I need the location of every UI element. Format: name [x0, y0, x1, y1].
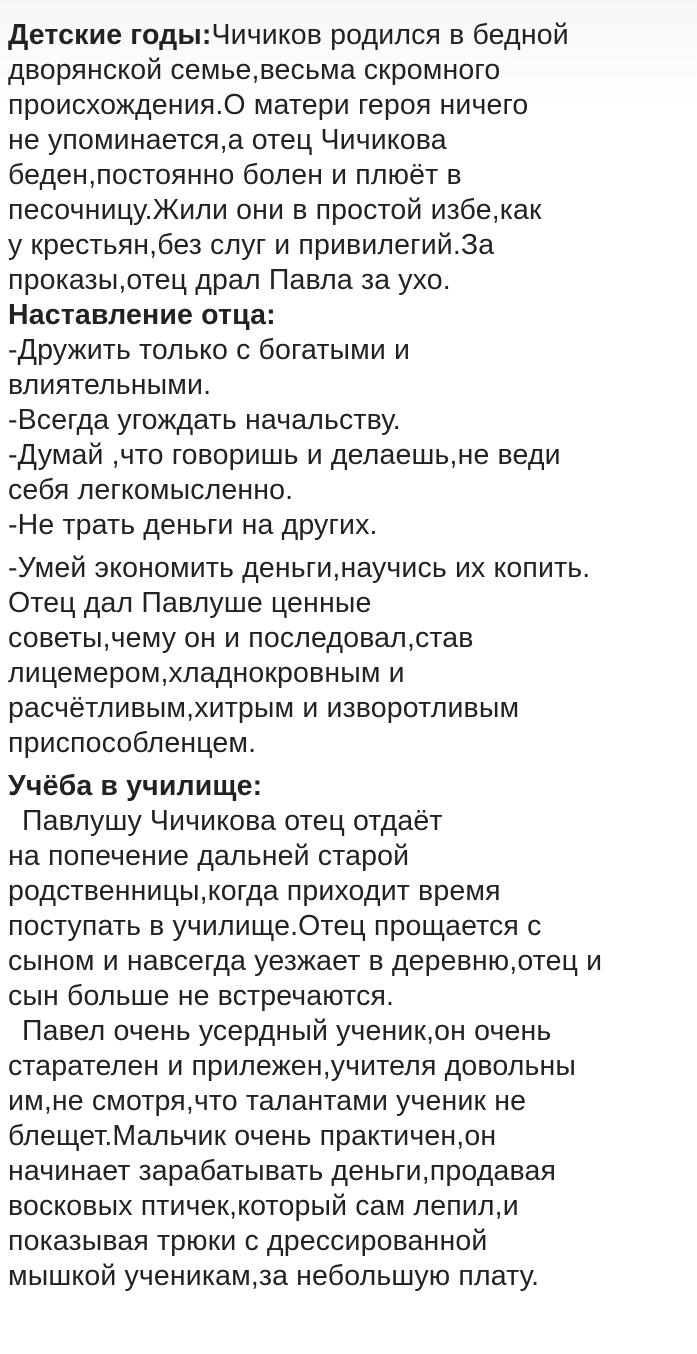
spacer — [8, 761, 697, 769]
section-heading-school: Учёба в училище: — [8, 770, 263, 802]
paragraph-first-line: Павел очень усердный ученик,он очень — [22, 1015, 552, 1047]
text-line: сыном и навсегда уезжает в деревню,отец и — [8, 945, 603, 977]
text-line: старателен и прилежен,учителя довольны — [8, 1050, 577, 1082]
text-line: родственницы,когда приходит время — [8, 875, 501, 907]
text-line: проказы,отец драл Павла за ухо. — [8, 264, 451, 296]
text-line: лицемером,хладнокровным и — [8, 657, 405, 689]
section-school — [8, 769, 697, 1294]
section-heading-childhood: Детские годы: — [8, 19, 212, 51]
text-line-content: Чичиков родился в бедной — [211, 19, 569, 51]
list-item: -Всегда угождать начальству. — [8, 404, 401, 436]
text-line: у крестьян,без слуг и привилегий.За — [8, 229, 495, 261]
list-item: -Дружить только с богатыми и — [8, 334, 411, 366]
paragraph-first-line: Павлушу Чичикова отец отдаёт — [22, 805, 443, 837]
text-line: поступать в училище.Отец прощается с — [8, 910, 542, 942]
text-line: влиятельными. — [8, 369, 212, 401]
text-line: приспособленцем. — [8, 727, 257, 759]
section-advice — [8, 298, 697, 761]
text-line: на попечение дальней старой — [8, 840, 410, 872]
section-heading-advice: Наставление отца: — [8, 299, 276, 331]
text-line: сын больше не встречаются. — [8, 980, 395, 1012]
text-line: начинает зарабатывать деньги,продавая — [8, 1155, 557, 1187]
text-line: Отец дал Павлуше ценные — [8, 587, 372, 619]
text-line: происхождения.О матери героя ничего — [8, 89, 529, 121]
list-item: -Думай ,что говоришь и делаешь,не веди — [8, 439, 561, 471]
text-line: не упоминается,а отец Чичикова — [8, 124, 447, 156]
text-line: блещет.Мальчик очень практичен,он — [8, 1120, 497, 1152]
text-line: себя легкомысленно. — [8, 474, 294, 506]
text-line: советы,чему он и последовал,став — [8, 622, 474, 654]
list-item: -Умей экономить деньги,научись их копить. — [8, 552, 591, 584]
text-line: мышкой ученикам,за небольшую плату. — [8, 1260, 540, 1292]
text-line — [8, 18, 697, 53]
text-line: дворянской семье,весьма скромного — [8, 54, 501, 86]
list-item: -Не трать деньги на других. — [8, 509, 378, 541]
section-childhood — [8, 18, 697, 298]
text-line: восковых птичек,который сам лепил,и — [8, 1190, 519, 1222]
text-line: песочницу.Жили они в простой избе,как — [8, 194, 542, 226]
spacer — [8, 543, 697, 551]
text-line: беден,постоянно болен и плюёт в — [8, 159, 462, 191]
text-line: им,не смотря,что талантами ученик не — [8, 1085, 527, 1117]
text-line: показывая трюки с дрессированной — [8, 1225, 488, 1257]
text-line: расчётливым,хитрым и изворотливым — [8, 692, 520, 724]
